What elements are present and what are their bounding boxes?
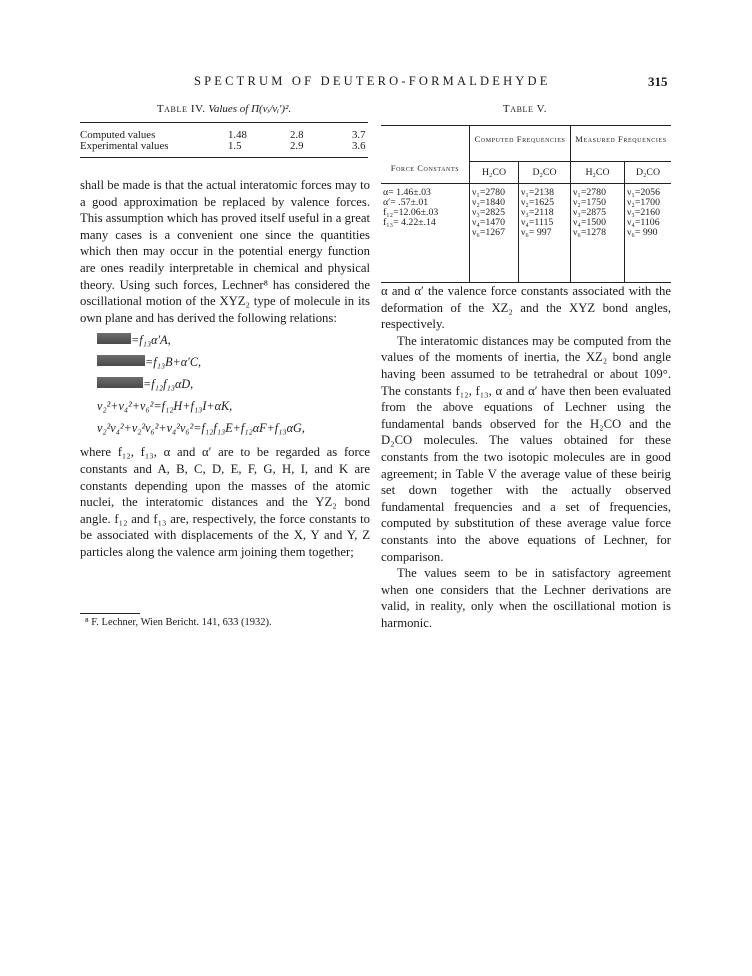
equation-5: ν₂²ν₄²+ν₂²ν₆²+ν₄²ν₆²=f₁₂f₁₃E+f₁₂αF+f₁₃αG, [97,421,305,436]
table5-cell: ν₆= 990 [627,227,658,238]
equation-3 [97,376,370,398]
table5-cell: ν₄=1500 [573,217,606,228]
table5-cell: ν₃=2118 [521,207,554,218]
right-paragraph-3: The values seem to be in satisfactory agreement when one considers that the Lechner derivations are valid, in reality, only when the oscillational motion is harmonic. [381,566,671,630]
equation-1-left [97,333,131,344]
table4-caption-label: Table IV. [156,103,206,115]
table5-col-header: D₂CO [635,167,661,178]
equation-2-right: =f₁₃B+α′C, [145,355,201,370]
table5-group-computed: Computed Frequencies [474,134,566,144]
table5-cell: ν₁=2138 [521,187,554,198]
table5-caption-label: Table V. [502,103,548,115]
table5-col-header: D₂CO [532,167,557,178]
equation-2 [97,354,370,376]
table5-cell: ν₃=2875 [573,207,606,218]
table5-rule [624,161,625,282]
table4-cell: 3.7 [352,129,366,141]
table5-rule [469,126,470,282]
table5-caption [380,103,670,115]
table4-row-label: Experimental values [80,140,169,152]
equation-2-left [97,355,145,366]
table-row [80,141,368,158]
table5-cell: ν₃=2825 [472,207,505,218]
left-paragraph-2: where f₁₂, f₁₃, α and α′ are to be regarded as force constants and A, B, C, D, E, F, G, H, I, and K are constants depending upon the masses of the atomic nuclei, the interatomic distances and the YZ₂ bond angle. f₁₂ and f₁₃ are, respectively, the force constants to be associated with displacements of the X, Y and Y, Z particles along the valence arm joining them together; [80,445,370,559]
table4-cell: 1.48 [228,129,247,141]
page-number: 315 [648,74,668,89]
table4-cell: 2.9 [290,140,304,152]
running-header [0,74,752,94]
table5-cell: ν₆= 997 [521,227,552,238]
table4-cell: 2.8 [290,129,304,141]
table5-cell: ν₄=1106 [627,217,660,228]
table4-cell: 3.6 [352,140,366,152]
table5-cell: ν₂=1625 [521,197,554,208]
table5-rule [469,161,671,162]
table-row [80,123,368,142]
equation-3-left [97,377,143,388]
table5-cell: ν₁=2056 [627,187,660,198]
table5-cell: ν₁=2780 [472,187,505,198]
table5-cell: ν₄=1115 [521,217,554,228]
table5-force-constant: f₁₂=12.06±.03 [383,207,439,218]
equation-1-right: =f₁₃α′A, [131,333,171,348]
table5-cell: ν₄=1470 [472,217,505,228]
table4-row-label: Computed values [80,129,156,141]
table5-cell: ν₆=1267 [472,227,505,238]
table4-cell: 1.5 [228,140,242,152]
equation-4: ν₂²+ν₄²+ν₆²=f₁₂H+f₁₃I+αK, [97,399,233,414]
table5-cell: ν₁=2780 [573,187,606,198]
table5-rule [570,126,571,282]
left-column [80,177,370,561]
table5-force-constant: α= 1.46±.03 [383,187,431,198]
table5-force-constant: f₁₃= 4.22±.14 [383,217,436,228]
table5-group-measured: Measured Frequencies [575,134,667,144]
table5-col-header: H₂CO [585,167,610,178]
right-paragraph-2: The interatomic distances may be computed from the values of the moments of inertia, the XZ₂ bond angle having been assumed to be tetrahedral or about 109°. The constants f₁₂, f₁₃, α and α′ have then been evaluated from the above equations of Lechner using the fundamental bands observed for the H₂CO and the D₂CO molecules. The values obtained for these constants from the two isotopic molecules are in good agreement; in Table V the average value of these beirig set down together with the actually observed fundamental frequencies and a set of frequencies, computed by substitution of these average value force constants into the above equations of Lechner, for comparison. [381,333,671,564]
table4-caption-text: Values of Π(νᵢ/νᵢ′)². [208,103,292,115]
table5-force-constant: α′= .57±.01 [383,197,429,208]
table5-cell: ν₆=1278 [573,227,606,238]
right-paragraph-1: α and α′ the valence force constants associated with the deformation of the XZ₂ and the XYZ bond angles, respectively. [381,284,671,332]
table5-force-header: Force Constants [390,163,460,173]
equation-3-right: =f₁₂f₁₃αD, [143,377,194,392]
table4-caption [80,103,368,115]
footnote-rule [80,613,140,614]
table5-cell: ν₃=2160 [627,207,660,218]
equation-1 [97,332,370,354]
running-title: SPECTRUM OF DEUTERO-FORMALDEHYDE [194,74,551,88]
left-paragraph-1: shall be made is that the actual interatomic forces may to a good approximation be replaced by valence forces. This assumption which has proved itself useful in a great many cases is a convenient one since the quantities which then may occur in the potential energy function are ones readily interpretable in chemical and physical theory. Using such forces, Lechner⁸ has considered the oscillational motion of the XYZ₂ type of molecule in its own plane and has derived the following relations: [80,178,370,325]
table5-cell: ν₂=1750 [573,197,606,208]
table4 [80,122,368,158]
table5-rule [518,161,519,282]
table5-col-header: H₂CO [481,167,507,178]
table5 [381,125,671,283]
footnote: ⁸ F. Lechner, Wien Bericht. 141, 633 (1932). [85,617,272,628]
table5-cell: ν₂=1840 [472,197,505,208]
table5-cell: ν₂=1700 [627,197,660,208]
right-column [381,283,671,631]
table5-rule [381,183,671,184]
